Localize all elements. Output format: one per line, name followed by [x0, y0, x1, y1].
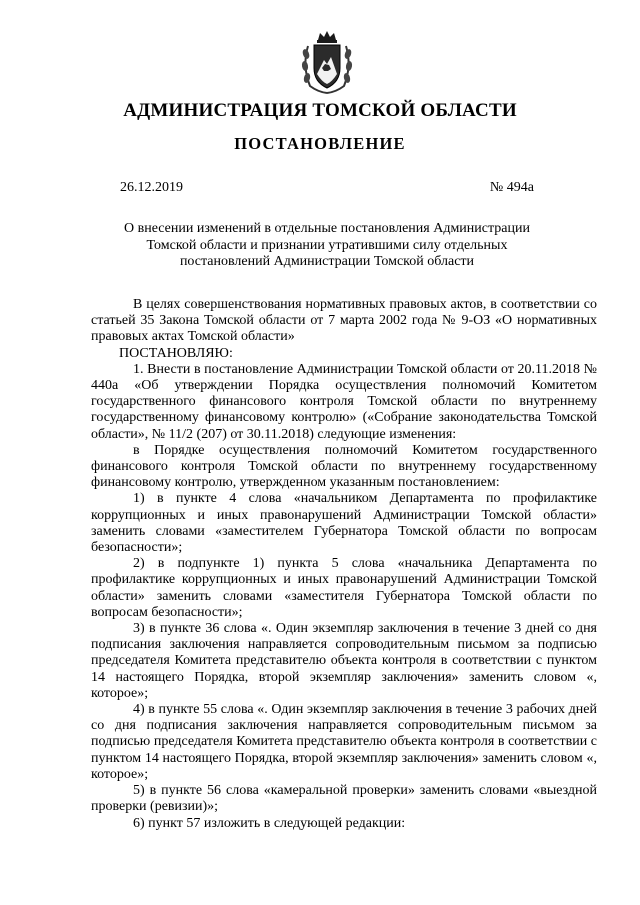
- body-paragraph: 1) в пункте 4 слова «начальником Департамента по профилактике коррупционных и иных правонарушений Администрации Томской области» заменить словами «заместителем Губернатора Томской области по вопросам безопасности»;: [91, 491, 597, 556]
- document-body: [91, 297, 597, 832]
- body-paragraph: 1. Внести в постановление Администрации Томской области от 20.11.2018 № 440а «Об утверждении Порядка осуществления полномочий Комитетом государственного финансового контроля Томской области по внутреннему государственному финансовому контролю» («Собрание законодательства Томской области», № 11/2 (207) от 30.11.2018) следующие изменения:: [91, 361, 597, 442]
- body-paragraph: 3) в пункте 36 слова «. Один экземпляр заключения в течение 3 дней со дня подписания заключения направляется сопроводительным письмом за подписью председателя Комитета представителю объекта контроля в соответствии с пунктом 14 настоящего Порядка, второй экземпляр заключения» заменить словом «, которое»;: [91, 621, 597, 701]
- body-paragraph: 2) в подпункте 1) пункта 5 слова «начальника Департамента по профилактике коррупционных и иных правонарушений Администрации Томской области» заменить словами «заместителя Губернатора Томской области по вопросам безопасности»;: [91, 556, 597, 620]
- subject-line: Томской области и признании утратившими силу отдельных: [146, 237, 508, 253]
- preamble-paragraph: В целях совершенствования нормативных правовых актов, в соответствии со статьей 35 Закона Томской области от 7 марта 2002 года № 9-ОЗ «О нормативных правовых актах Томской области»: [91, 297, 597, 345]
- organization-title: АДМИНИСТРАЦИЯ ТОМСКОЙ ОБЛАСТИ: [123, 100, 517, 121]
- document-number: № 494а: [489, 180, 534, 195]
- document-subject: [120, 221, 534, 271]
- subject-line: постановлений Администрации Томской области: [179, 254, 475, 269]
- tomsk-oblast-coat-of-arms-icon: [300, 30, 354, 96]
- body-paragraph: 5) в пункте 56 слова «камеральной проверки» заменить словами «выездной проверки (ревизии)»;: [91, 783, 597, 815]
- body-paragraph: 6) пункт 57 изложить в следующей редакции:: [133, 815, 406, 831]
- body-paragraph: 4) в пункте 55 слова «. Один экземпляр заключения в течение 3 рабочих дней со дня подписания заключения направляется сопроводительным письмом за подписью председателя Комитета представителю объекта контроля в соответствии с пунктом 14 настоящего Порядка, второй экземпляр заключения» заменить словом «, которое»;: [91, 702, 597, 782]
- body-paragraph: в Порядке осуществления полномочий Комитетом государственного финансового контроля Томской области по внутреннему государственному финансовому контролю, утвержденном указанным постановлением:: [91, 442, 597, 491]
- decree-word: ПОСТАНОВЛЯЮ:: [119, 345, 233, 361]
- subject-line: О внесении изменений в отдельные постановления Администрации: [124, 221, 530, 236]
- document-date: 26.12.2019: [120, 180, 183, 195]
- document-type-heading: ПОСТАНОВЛЕНИЕ: [234, 134, 406, 153]
